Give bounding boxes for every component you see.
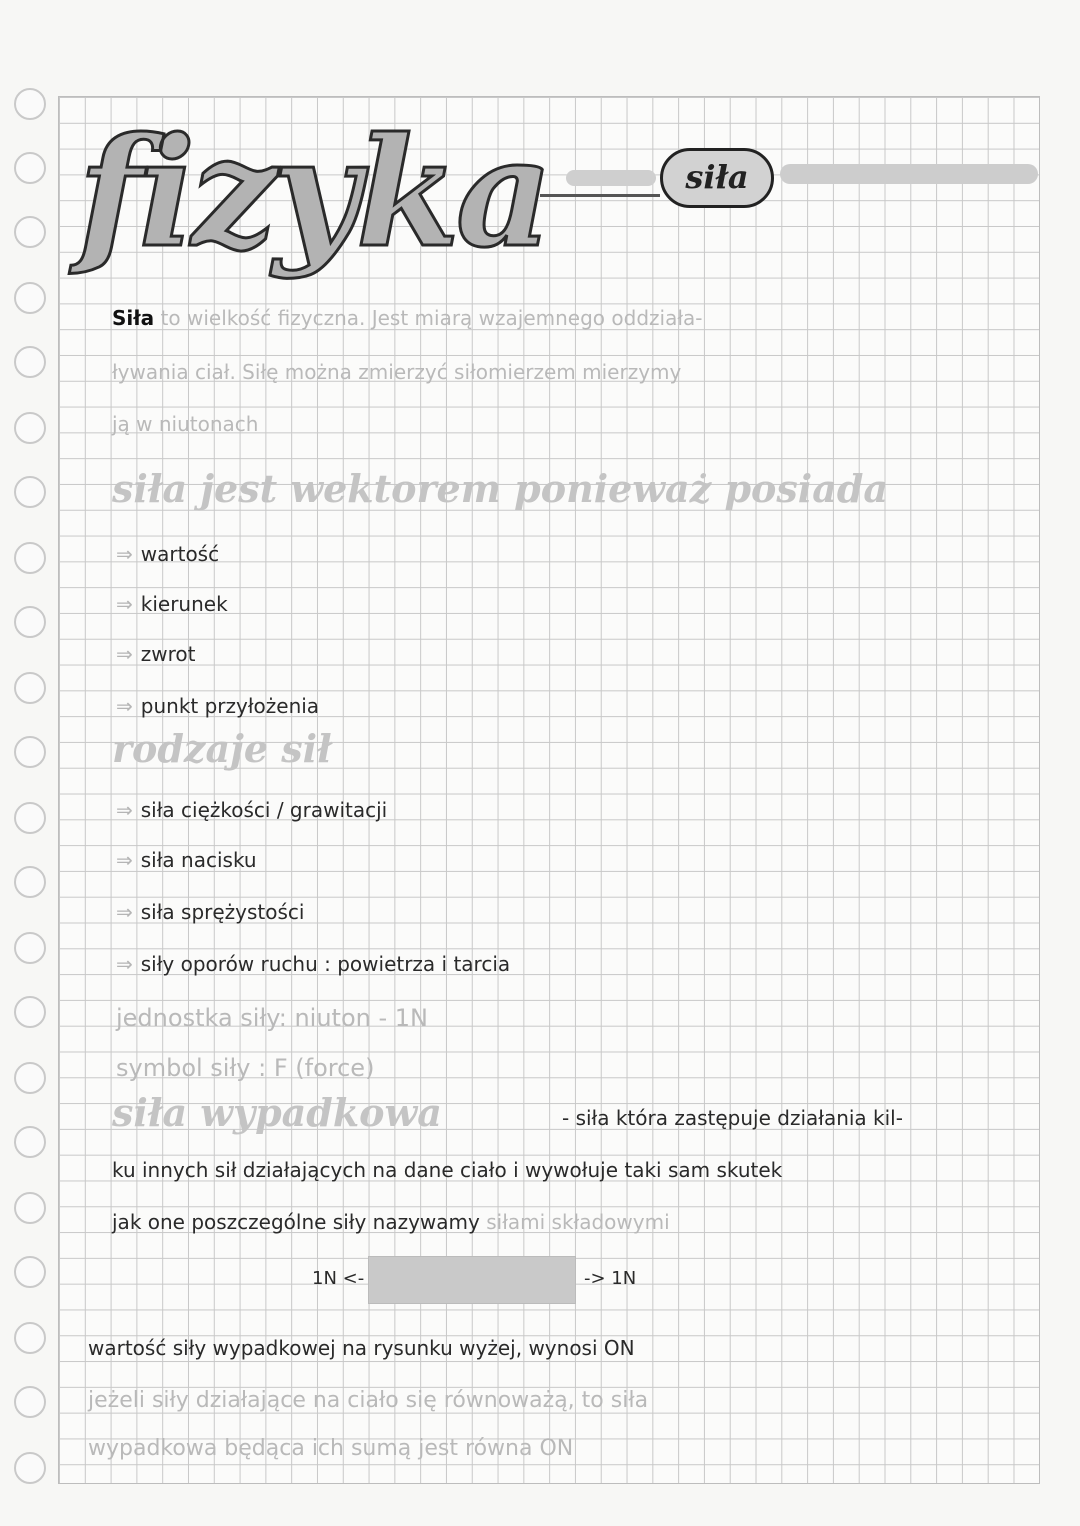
punch-hole — [14, 542, 46, 574]
punch-hole — [14, 866, 46, 898]
intro-line-1 — [112, 306, 702, 330]
list-item — [116, 694, 319, 718]
intro-line-2: ływania ciał. Siłę można zmierzyć siłomierzem mierzymy — [112, 360, 682, 384]
list-item-label: punkt przyłożenia — [140, 694, 320, 718]
list-item — [116, 900, 305, 924]
punch-hole — [14, 996, 46, 1028]
punch-holes — [0, 0, 60, 1526]
arrow-icon: ⇒ — [116, 592, 133, 616]
list-item-label: zwrot — [140, 642, 196, 666]
punch-hole — [14, 932, 46, 964]
list-item — [116, 592, 228, 616]
punch-hole — [14, 606, 46, 638]
punch-hole — [14, 1062, 46, 1094]
symbol-line: symbol siły : F (force) — [116, 1054, 375, 1082]
punch-hole — [14, 1452, 46, 1484]
arrow-icon: ⇒ — [116, 798, 133, 822]
punch-hole — [14, 802, 46, 834]
punch-hole — [14, 1256, 46, 1288]
punch-hole — [14, 736, 46, 768]
punch-hole — [14, 216, 46, 248]
list-item-label: siła ciężkości / grawitacji — [140, 798, 388, 822]
punch-hole — [14, 346, 46, 378]
punch-hole — [14, 1192, 46, 1224]
arrow-icon: ⇒ — [116, 642, 133, 666]
highlight-bar — [566, 170, 656, 186]
arrow-icon: ⇒ — [116, 848, 133, 872]
resultant-term: siłami składowymi — [486, 1210, 670, 1234]
resultant-text: jak one poszczególne siły nazywamy — [112, 1210, 480, 1234]
list-item — [116, 798, 387, 822]
closing-line-3: wypadkowa będąca ich sumą jest równa ON — [88, 1436, 574, 1461]
list-item — [116, 952, 510, 976]
intro-text: to wielkość fizyczna. Jest miarą wzajemnego oddziała- — [160, 306, 703, 330]
types-heading: rodzaje sił — [112, 726, 332, 771]
list-item — [116, 848, 257, 872]
list-item-label: wartość — [140, 542, 220, 566]
intro-term: Siła — [112, 306, 155, 330]
punch-hole — [14, 1126, 46, 1158]
force-diagram-box — [368, 1256, 576, 1304]
highlight-bar — [780, 164, 1038, 184]
force-left-label: 1N <- — [312, 1268, 365, 1289]
punch-hole — [14, 1322, 46, 1354]
punch-hole — [14, 672, 46, 704]
punch-hole — [14, 1386, 46, 1418]
punch-hole — [14, 88, 46, 120]
list-item-label: kierunek — [140, 592, 228, 616]
topic-badge: siła — [660, 148, 774, 208]
page-title: fizyka — [78, 105, 549, 281]
intro-line-3: ją w niutonach — [112, 412, 259, 436]
list-item-label: siła nacisku — [140, 848, 257, 872]
list-item-label: siły oporów ruchu : powietrza i tarcia — [140, 952, 511, 976]
closing-line-2: jeżeli siły działające na ciało się równoważą, to siła — [88, 1388, 649, 1413]
resultant-line-2: ku innych sił działających na dane ciało i wywołuje taki sam skutek — [112, 1158, 783, 1182]
closing-line-1: wartość siły wypadkowej na rysunku wyżej, wynosi ON — [88, 1336, 635, 1360]
list-item-label: siła sprężystości — [140, 900, 305, 924]
list-item — [116, 542, 219, 566]
vector-heading: siła jest wektorem ponieważ posiada — [112, 466, 889, 511]
punch-hole — [14, 282, 46, 314]
list-item — [116, 642, 195, 666]
arrow-icon: ⇒ — [116, 542, 133, 566]
punch-hole — [14, 152, 46, 184]
arrow-icon: ⇒ — [116, 952, 133, 976]
unit-line: jednostka siły: niuton - 1N — [116, 1004, 428, 1032]
resultant-line-1: - siła która zastępuje działania kil- — [562, 1106, 903, 1130]
punch-hole — [14, 412, 46, 444]
resultant-line-3 — [112, 1210, 670, 1234]
arrow-icon: ⇒ — [116, 694, 133, 718]
arrow-icon: ⇒ — [116, 900, 133, 924]
resultant-heading: siła wypadkowa — [112, 1090, 442, 1135]
punch-hole — [14, 476, 46, 508]
force-right-label: -> 1N — [584, 1268, 637, 1289]
